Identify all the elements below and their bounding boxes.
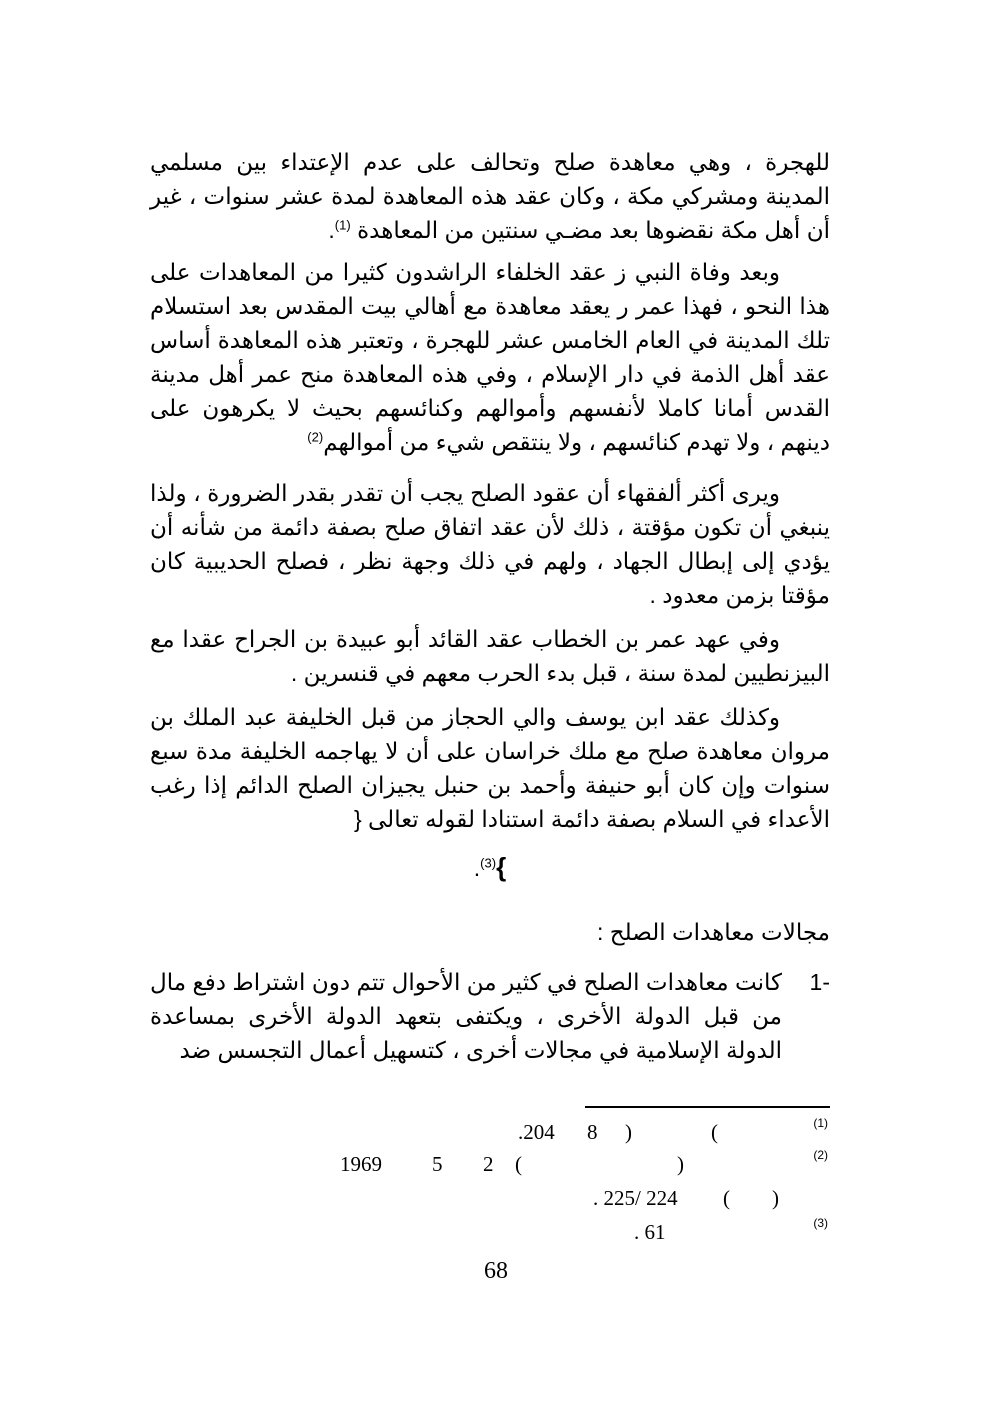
footnote-ref-3[interactable]: (3) <box>480 855 497 871</box>
footnote-2-continued: ) ( . 225/ 224 <box>593 1186 779 1210</box>
paragraph-2: وبعد وفاة النبي ز عقد الخلفاء الراشدون كثيرا من المعاهدات على هذا النحو ، فهذا عمر ر يعقد معاهدة مع أهالي بيت المقدس بعد استسلام تلك المدينة في العام الخامس عشر للهجرة ، وتعتبر هذه المعاهدة أساس عقد أهل الذمة في دار الإسلام ، وفي هذه المعاهدة منح عمر أهل مدينة القدس أمانا كاملا لأنفسهم وأموالهم وكنائسهم بحيث لا يكرهون على دينهم ، ولا تهدم كنائسهم ، ولا ينتقص شيء من أموالهم$^{(2)}$ <box>150 259 830 455</box>
section-heading: مجالات معاهدات الصلح : <box>597 919 830 945</box>
list-item-text: كانت معاهدات الصلح في كثير من الأحوال تتم دون اشتراط دفع مال من قبل الدولة الأخرى ، ويكتفى بتعهد الدولة الأخرى بمساعدة الدولة الإسلامية في مجالات أخرى ، كتسهيل أعمال التجسس ضد <box>150 969 782 1063</box>
footnote-2: (2) ) ( 2 5 1969 <box>340 1148 828 1176</box>
footnote-mark: (1) <box>813 1116 828 1130</box>
footnote-mark: (3) <box>813 1216 828 1230</box>
footnote-ref-2[interactable]: (2) <box>307 429 324 445</box>
list-number: -1 <box>809 969 830 995</box>
paragraph-5: وكذلك عقد ابن يوسف والي الحجاز من قبل الخليفة عبد الملك بن مروان معاهدة صلح مع ملك خراسان على أن لا يهاجمه الخليفة مدة سبع سنوات وإن كان أبو حنيفة وأحمد بن حنبل يجيزان الصلح الدائم إذا رغب الأعداء في السلام بصفة دائمة استنادا لقوله تعالى { <box>150 704 830 832</box>
footnote-divider <box>585 1106 830 1108</box>
footnote-3: (3) . 61 <box>634 1216 828 1244</box>
paragraph-3: ويرى أكثر ألفقهاء أن عقود الصلح يجب أن تقدر بقدر الضرورة ، ولذا ينبغي أن تكون مؤقتة ، ذلك لأن عقد اتفاق صلح بصفة دائمة من شأنه أن يؤدي إلى إبطال الجهاد ، ولهم في ذلك وجهة نظر ، فصلح الحديبية كان مؤقتا بزمن معدود . <box>150 480 830 608</box>
footnote-mark: (2) <box>813 1148 828 1162</box>
verse-closing-line: }$^{(3)}$. <box>473 852 507 882</box>
closing-brace: } <box>496 852 507 882</box>
paragraph-4: وفي عهد عمر بن الخطاب عقد القائد أبو عبيدة بن الجراح عقدا مع البيزنطيين لمدة سنة ، قبل بدء الحرب معهم في قنسرين . <box>150 626 830 686</box>
page-number: 68 <box>484 1258 508 1284</box>
paragraph-1: للهجرة ، وهي معاهدة صلح وتحالف على عدم الإعتداء بين مسلمي المدينة ومشركي مكة ، وكان عقد هذه المعاهدة لمدة عشر سنوات ، غير أن أهل مكة نقضوها بعد مضـي سنتين من المعاهدة $^{(1)}$. <box>150 149 830 243</box>
list-item <box>150 965 830 1067</box>
footnote-ref-1[interactable]: (1) <box>334 217 351 233</box>
footnote-1: (1) ( ) 8 .204 <box>518 1116 828 1144</box>
